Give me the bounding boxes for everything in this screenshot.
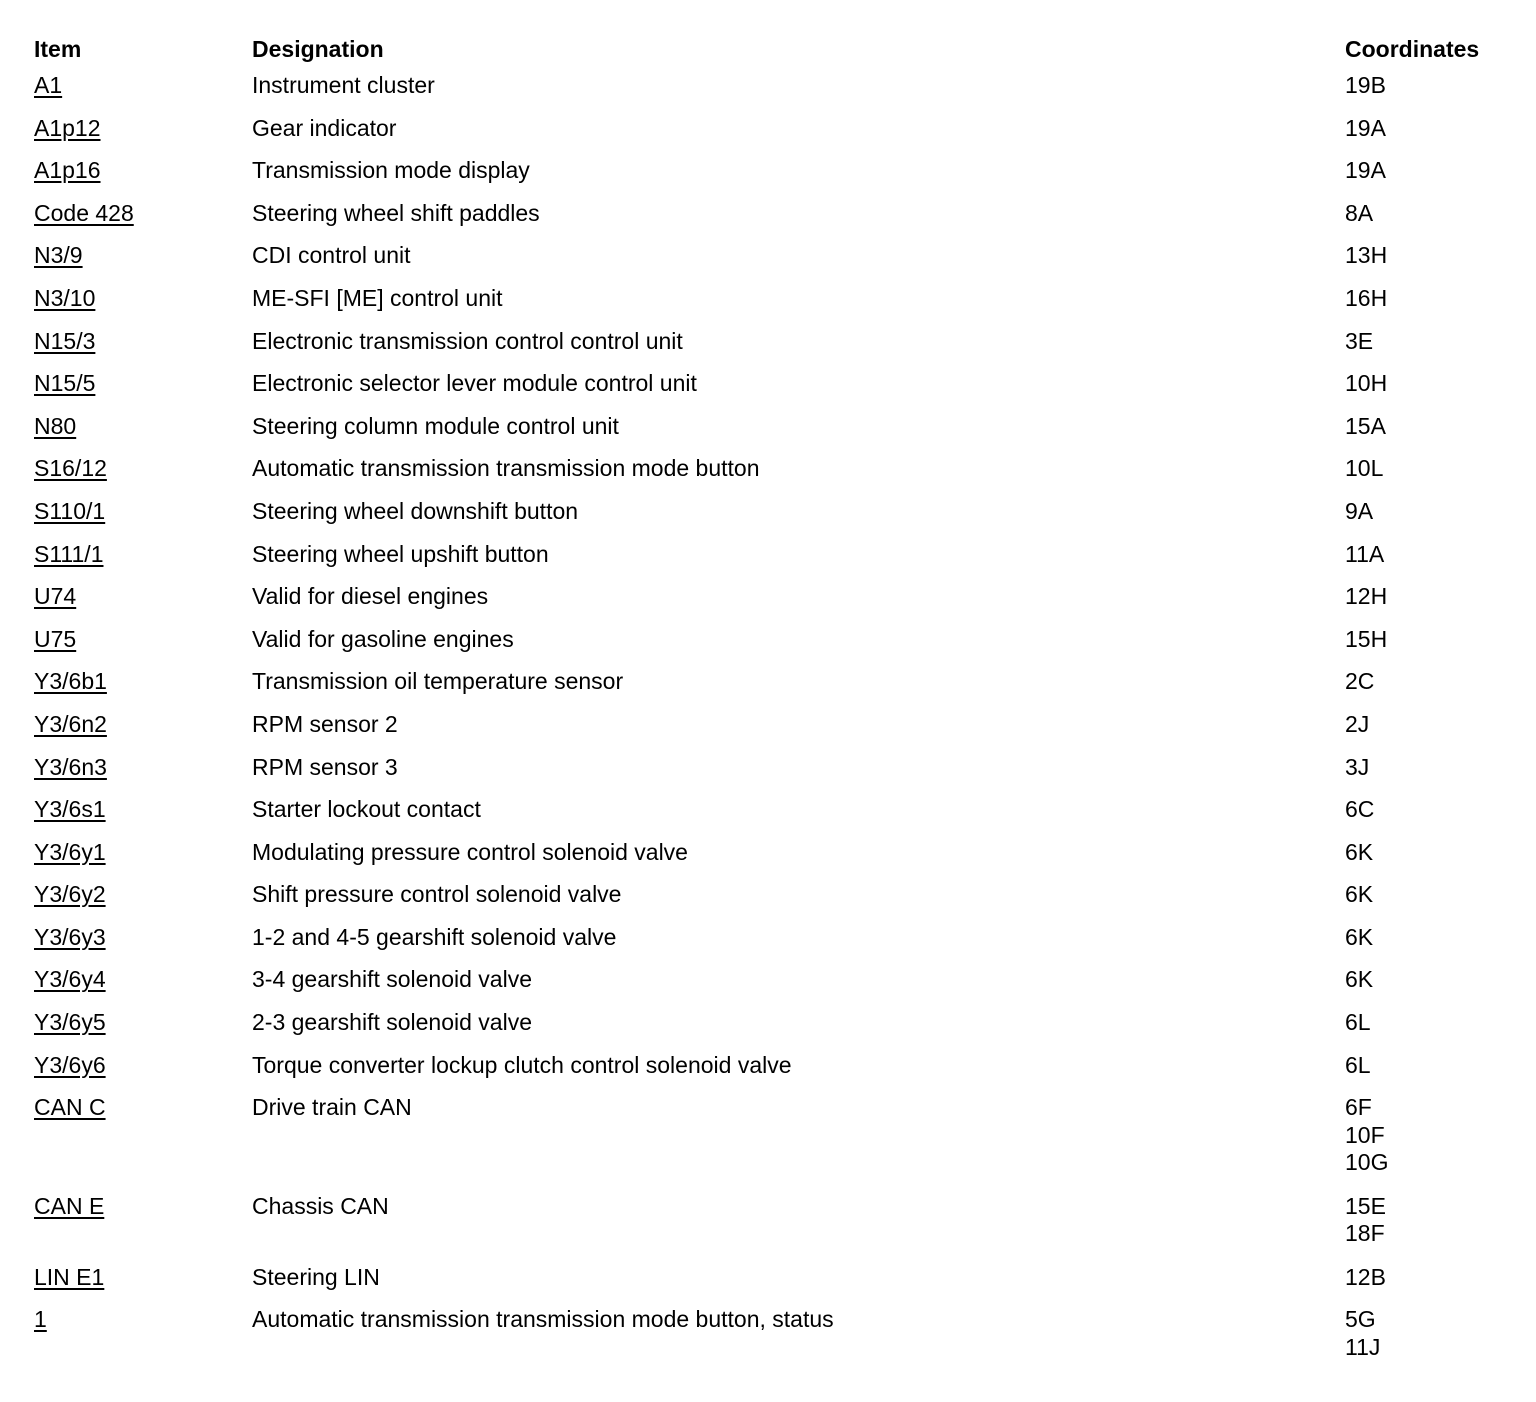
item-cell xyxy=(34,711,252,739)
coordinates-cell xyxy=(1345,72,1514,100)
item-link[interactable]: U75 xyxy=(34,625,77,652)
table-row xyxy=(34,964,1514,1007)
designation-cell: Drive train CAN xyxy=(252,1094,412,1121)
item-link[interactable]: Y3/6y3 xyxy=(34,923,106,950)
coordinates-cell xyxy=(1345,711,1514,739)
coordinates-cell xyxy=(1345,754,1514,782)
designation-cell: 1-2 and 4-5 gearshift solenoid valve xyxy=(252,923,617,950)
item-cell xyxy=(34,668,252,696)
item-cell xyxy=(34,924,252,952)
item-link[interactable]: A1 xyxy=(34,72,63,98)
coordinate-value: 15E xyxy=(1345,1192,1386,1219)
coordinate-value: 15H xyxy=(1345,625,1388,652)
item-cell xyxy=(34,966,252,994)
item-cell xyxy=(34,370,252,398)
designation-cell: ME-SFI [ME] control unit xyxy=(252,284,503,311)
item-cell xyxy=(34,1094,252,1122)
designation-cell: Transmission mode display xyxy=(252,157,530,184)
item-link[interactable]: Y3/6y2 xyxy=(34,881,106,908)
item-cell xyxy=(34,413,252,441)
table-row xyxy=(34,581,1514,624)
item-link[interactable]: U74 xyxy=(34,583,77,610)
table-row xyxy=(34,1007,1514,1050)
designation-cell: Shift pressure control solenoid valve xyxy=(252,881,622,908)
coordinates-cell xyxy=(1345,881,1514,909)
coordinates-cell xyxy=(1345,413,1514,441)
item-link[interactable]: Y3/6n3 xyxy=(34,753,107,780)
table-row xyxy=(34,70,1514,113)
coordinate-value: 6C xyxy=(1345,796,1375,823)
coordinate-value: 6K xyxy=(1345,881,1374,908)
designation-cell: Steering column module control unit xyxy=(252,412,619,439)
table-row xyxy=(34,240,1514,283)
designation-cell: Electronic transmission control control unit xyxy=(252,327,683,354)
item-link[interactable]: Y3/6y4 xyxy=(34,966,106,993)
designation-cell: Valid for gasoline engines xyxy=(252,625,514,652)
coordinates-cell xyxy=(1345,1094,1514,1177)
coordinates-cell xyxy=(1345,1009,1514,1037)
coordinates-cell xyxy=(1345,1264,1514,1292)
table-row xyxy=(34,411,1514,454)
table-row xyxy=(34,879,1514,922)
coordinates-cell xyxy=(1345,626,1514,654)
designation-cell: Starter lockout contact xyxy=(252,796,481,823)
coordinates-cell xyxy=(1345,370,1514,398)
item-cell xyxy=(34,157,252,185)
item-cell xyxy=(34,285,252,313)
coordinates-cell xyxy=(1345,200,1514,228)
item-cell xyxy=(34,626,252,654)
table-row xyxy=(34,666,1514,709)
table-row xyxy=(34,1191,1514,1262)
coordinates-cell xyxy=(1345,966,1514,994)
table-row xyxy=(34,752,1514,795)
coordinate-value: 2C xyxy=(1345,668,1375,695)
coordinate-value: 6L xyxy=(1345,1051,1371,1078)
coordinate-value: 2J xyxy=(1345,710,1370,737)
table-row xyxy=(34,837,1514,880)
table-row xyxy=(34,1050,1514,1093)
item-link[interactable]: S110/1 xyxy=(34,497,106,524)
designation-cell: Steering wheel shift paddles xyxy=(252,199,540,226)
header-designation: Designation xyxy=(252,36,384,63)
item-link[interactable]: Y3/6y1 xyxy=(34,838,106,865)
item-link[interactable]: A1p16 xyxy=(34,157,101,184)
coordinates-cell xyxy=(1345,1193,1514,1248)
item-cell xyxy=(34,1193,252,1221)
item-link[interactable]: Y3/6y6 xyxy=(34,1051,106,1078)
item-cell xyxy=(34,455,252,483)
designation-cell: 2-3 gearshift solenoid valve xyxy=(252,1009,532,1036)
item-cell xyxy=(34,796,252,824)
item-cell xyxy=(34,583,252,611)
coordinate-value: 3E xyxy=(1345,327,1374,354)
item-link[interactable]: LIN E1 xyxy=(34,1263,105,1290)
coordinate-value: 5G xyxy=(1345,1306,1376,1333)
designation-cell: Modulating pressure control solenoid valve xyxy=(252,838,688,865)
coordinates-cell xyxy=(1345,541,1514,569)
designation-cell: Torque converter lockup clutch control solenoid valve xyxy=(252,1051,792,1078)
coordinates-cell xyxy=(1345,455,1514,483)
coordinate-value: 12H xyxy=(1345,583,1388,610)
item-cell xyxy=(34,115,252,143)
item-link[interactable]: 1 xyxy=(34,1306,47,1333)
item-cell xyxy=(34,200,252,228)
item-cell xyxy=(34,1264,252,1292)
coordinates-cell xyxy=(1345,242,1514,270)
item-cell xyxy=(34,541,252,569)
item-link[interactable]: Y3/6n2 xyxy=(34,710,107,737)
table-row xyxy=(34,1262,1514,1305)
item-cell xyxy=(34,328,252,356)
designation-cell: Transmission oil temperature sensor xyxy=(252,668,624,695)
item-link[interactable]: Y3/6y5 xyxy=(34,1009,106,1036)
coordinate-value: 12B xyxy=(1345,1263,1386,1290)
table-header xyxy=(34,30,1514,70)
item-link[interactable]: S16/12 xyxy=(34,455,107,482)
designation-cell: Automatic transmission transmission mode button, status xyxy=(252,1306,834,1333)
table-row xyxy=(34,283,1514,326)
table-row xyxy=(34,539,1514,582)
table-row xyxy=(34,794,1514,837)
item-link[interactable]: CAN E xyxy=(34,1192,105,1219)
item-link[interactable]: N80 xyxy=(34,412,77,439)
table-row xyxy=(34,709,1514,752)
item-link[interactable]: Code 428 xyxy=(34,199,134,226)
item-link[interactable]: Y3/6b1 xyxy=(34,668,107,695)
coordinates-cell xyxy=(1345,328,1514,356)
table-row xyxy=(34,453,1514,496)
designation-cell: Electronic selector lever module control unit xyxy=(252,370,697,397)
coordinate-value: 6F xyxy=(1345,1094,1372,1121)
table-row xyxy=(34,368,1514,411)
item-cell xyxy=(34,498,252,526)
designation-cell: Valid for diesel engines xyxy=(252,583,489,610)
coordinates-cell xyxy=(1345,285,1514,313)
coordinate-value: 18F xyxy=(1345,1220,1385,1247)
coordinate-value: 19A xyxy=(1345,157,1386,184)
coordinates-cell xyxy=(1345,1052,1514,1080)
item-cell xyxy=(34,242,252,270)
item-link[interactable]: S111/1 xyxy=(34,540,104,567)
designation-cell: Steering wheel upshift button xyxy=(252,540,549,567)
coordinate-value: 11A xyxy=(1345,540,1385,567)
coordinate-value: 10H xyxy=(1345,370,1388,397)
table-body xyxy=(34,70,1514,1375)
coordinate-value: 6K xyxy=(1345,838,1374,865)
item-link[interactable]: CAN C xyxy=(34,1094,106,1121)
designation-cell: RPM sensor 2 xyxy=(252,710,398,737)
table-row xyxy=(34,326,1514,369)
table-row xyxy=(34,113,1514,156)
coordinates-cell xyxy=(1345,1306,1514,1361)
table-row xyxy=(34,922,1514,965)
coordinates-cell xyxy=(1345,668,1514,696)
coordinates-cell xyxy=(1345,157,1514,185)
designation-cell: Chassis CAN xyxy=(252,1192,389,1219)
coordinate-value: 10F xyxy=(1345,1121,1385,1148)
table-row xyxy=(34,1304,1514,1375)
coordinates-cell xyxy=(1345,839,1514,867)
designation-cell: 3-4 gearshift solenoid valve xyxy=(252,966,532,993)
item-link[interactable]: N15/5 xyxy=(34,370,96,397)
table-row xyxy=(34,496,1514,539)
coordinates-cell xyxy=(1345,583,1514,611)
designation-cell: Automatic transmission transmission mode button xyxy=(252,455,760,482)
header-item: Item xyxy=(34,36,82,63)
item-link[interactable]: N3/9 xyxy=(34,242,83,269)
item-cell xyxy=(34,1052,252,1080)
coordinates-cell xyxy=(1345,115,1514,143)
table-row xyxy=(34,1092,1514,1191)
table-row xyxy=(34,624,1514,667)
item-link[interactable]: A1p12 xyxy=(34,114,101,141)
coordinate-value: 6K xyxy=(1345,923,1374,950)
designation-cell: Gear indicator xyxy=(252,114,397,141)
coordinates-cell xyxy=(1345,796,1514,824)
table-row xyxy=(34,155,1514,198)
coordinate-value: 6L xyxy=(1345,1009,1371,1036)
item-cell xyxy=(34,1009,252,1037)
coordinates-cell xyxy=(1345,924,1514,952)
designation-cell: Steering wheel downshift button xyxy=(252,497,579,524)
item-cell xyxy=(34,1306,252,1334)
coordinate-value: 15A xyxy=(1345,412,1386,439)
coordinate-value: 19A xyxy=(1345,114,1386,141)
coordinate-value: 13H xyxy=(1345,242,1388,269)
header-coordinates: Coordinates xyxy=(1345,36,1480,63)
item-cell xyxy=(34,881,252,909)
item-cell xyxy=(34,754,252,782)
coordinate-value: 11J xyxy=(1345,1333,1381,1360)
item-link[interactable]: N15/3 xyxy=(34,327,96,354)
designation-cell: Instrument cluster xyxy=(252,72,435,98)
item-link[interactable]: Y3/6s1 xyxy=(34,796,106,823)
item-link[interactable]: N3/10 xyxy=(34,284,96,311)
designation-cell: CDI control unit xyxy=(252,242,411,269)
coordinates-cell xyxy=(1345,498,1514,526)
coordinate-value: 9A xyxy=(1345,497,1374,524)
coordinate-value: 3J xyxy=(1345,753,1370,780)
coordinate-value: 8A xyxy=(1345,199,1374,226)
table-row xyxy=(34,198,1514,241)
item-cell xyxy=(34,839,252,867)
coordinate-value: 16H xyxy=(1345,284,1388,311)
coordinate-value: 19B xyxy=(1345,72,1386,98)
designation-cell: RPM sensor 3 xyxy=(252,753,398,780)
coordinate-value: 10G xyxy=(1345,1149,1389,1176)
coordinate-value: 6K xyxy=(1345,966,1374,993)
designation-cell: Steering LIN xyxy=(252,1263,380,1290)
coordinate-value: 10L xyxy=(1345,455,1384,482)
component-legend-table xyxy=(34,30,1514,1375)
item-cell xyxy=(34,72,252,100)
